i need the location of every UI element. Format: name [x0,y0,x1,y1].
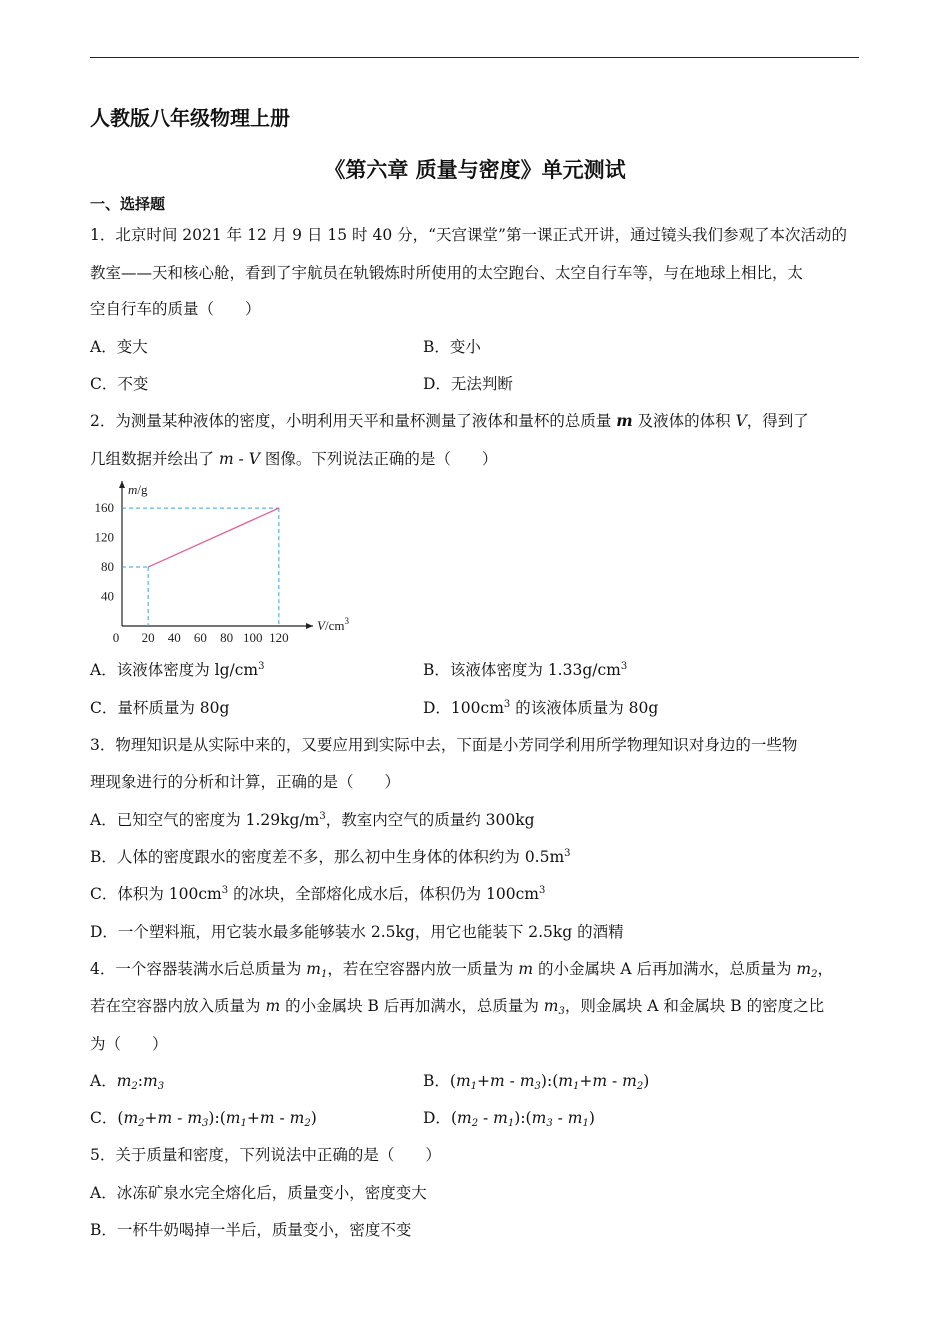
q1-option-c[interactable]: C．不变 [90,375,149,393]
q1-line2: 教室——天和核心舱，看到了宇航员在轨锻炼时所使用的太空跑台、太空自行车等，与在地球上相比，太 [90,264,804,282]
x-tick-label: 120 [269,630,289,645]
publisher-heading: 人教版八年级物理上册 [90,106,290,130]
y-axis-label: m/g [128,482,148,497]
q2-option-c[interactable]: C．量杯质量为 80g [90,699,230,717]
q2-option-d[interactable]: D．$100cm^3$ 的该液体质量为 80g [423,699,659,717]
q3-option-a[interactable]: A．已知空气的密度为 $1.29kg/m^3$，教室内空气的质量约 300kg [90,811,535,829]
q5-option-b[interactable]: B．一杯牛奶喝掉一半后，质量变小，密度不变 [90,1221,412,1239]
header-rule [90,57,859,58]
q2-option-a[interactable]: A．该液体密度为 $\lg/cm^3$ [90,661,265,679]
q2-line2: 几组数据并绘出了 m - V 图像。下列说法正确的是（ ） [90,450,498,468]
x-tick-label: 0 [112,630,120,645]
m-v-chart [85,480,349,650]
q3-option-d[interactable]: D．一个塑料瓶，用它装水最多能够装水 2.5kg，用它也能装下 2.5kg 的酒精 [90,923,624,941]
q2-line1: 2．为测量某种液体的密度，小明利用天平和量杯测量了液体和量杯的总质量 m 及液体的体积 V，得到了 [90,411,809,430]
q4-line3: 为（ ） [90,1035,168,1053]
q4-option-d[interactable]: D．($m_2$ - $m_1):(m_3 - m_1)$ [423,1109,595,1129]
q4-line2: 若在空容器内放入质量为 m 的小金属块 B 后再加满水，总质量为 $m_3$，则金属块 A 和金属块 B 的密度之比 [90,997,825,1017]
q4-option-a[interactable]: A．$m_2:m_3$ [90,1072,165,1092]
q1-option-d[interactable]: D．无法判断 [423,375,513,393]
q3-line1: 3．物理知识是从实际中来的，又要应用到实际中去，下面是小芳同学利用所学物理知识对身边的一些物 [90,736,798,754]
y-tick-label: 120 [94,529,114,545]
x-tick-label: 80 [220,630,234,645]
x-axis-arrow [306,623,313,629]
section-heading: 一、选择题 [90,195,166,213]
q1-line3: 空自行车的质量（ ） [90,300,261,318]
page-title: 《第六章 质量与密度》单元测试 [324,158,626,182]
x-tick-label: 100 [242,630,263,645]
q1-option-a[interactable]: A．变大 [90,338,148,356]
q1-line1: 1．北京时间 2021 年 12 月 9 日 15 时 40 分，“天宫课堂”第一课正式开讲，通过镜头我们参观了本次活动的 [90,226,847,244]
x-axis-label: $V/cm^3$ [317,616,349,633]
x-tick-label: 40 [167,630,181,645]
series-line [148,508,279,567]
q5-line1: 5．关于质量和密度，下列说法中正确的是（ ） [90,1146,441,1164]
q3-option-b[interactable]: B．人体的密度跟水的密度差不多，那么初中生身体的体积约为 $0.5m^3$ [90,848,571,866]
q2-option-b[interactable]: B．该液体密度为 $1.33g/cm^3$ [423,661,628,679]
y-tick-label: 80 [101,559,114,575]
q4-option-c[interactable]: C．($m_2+m$ - $m_3):(m_1+m - m_2)$ [90,1109,317,1129]
y-tick-label: 160 [94,500,114,516]
q4-option-b[interactable]: B．($m_1+m$ - $m_3):(m_1+m - m_2)$ [423,1072,650,1092]
q3-line2: 理现象进行的分析和计算，正确的是（ ） [90,773,401,791]
y-tick-label: 40 [101,588,114,604]
x-tick-label: 60 [193,630,207,645]
q4-line1: 4．一个容器装满水后总质量为 $m_1$，若在空容器内放一质量为 m 的小金属块 A 后再加满水，总质量为 $m_2$， [90,960,834,980]
q1-option-b[interactable]: B．变小 [423,338,481,356]
q5-option-a[interactable]: A．冰冻矿泉水完全熔化后，质量变小，密度变大 [90,1184,427,1202]
q3-option-c[interactable]: C．体积为 $100cm^3$ 的冰块，全部熔化成水后，体积仍为 $100cm^3$ [90,885,546,903]
y-axis-arrow [119,481,125,488]
x-tick-label: 20 [141,630,155,645]
